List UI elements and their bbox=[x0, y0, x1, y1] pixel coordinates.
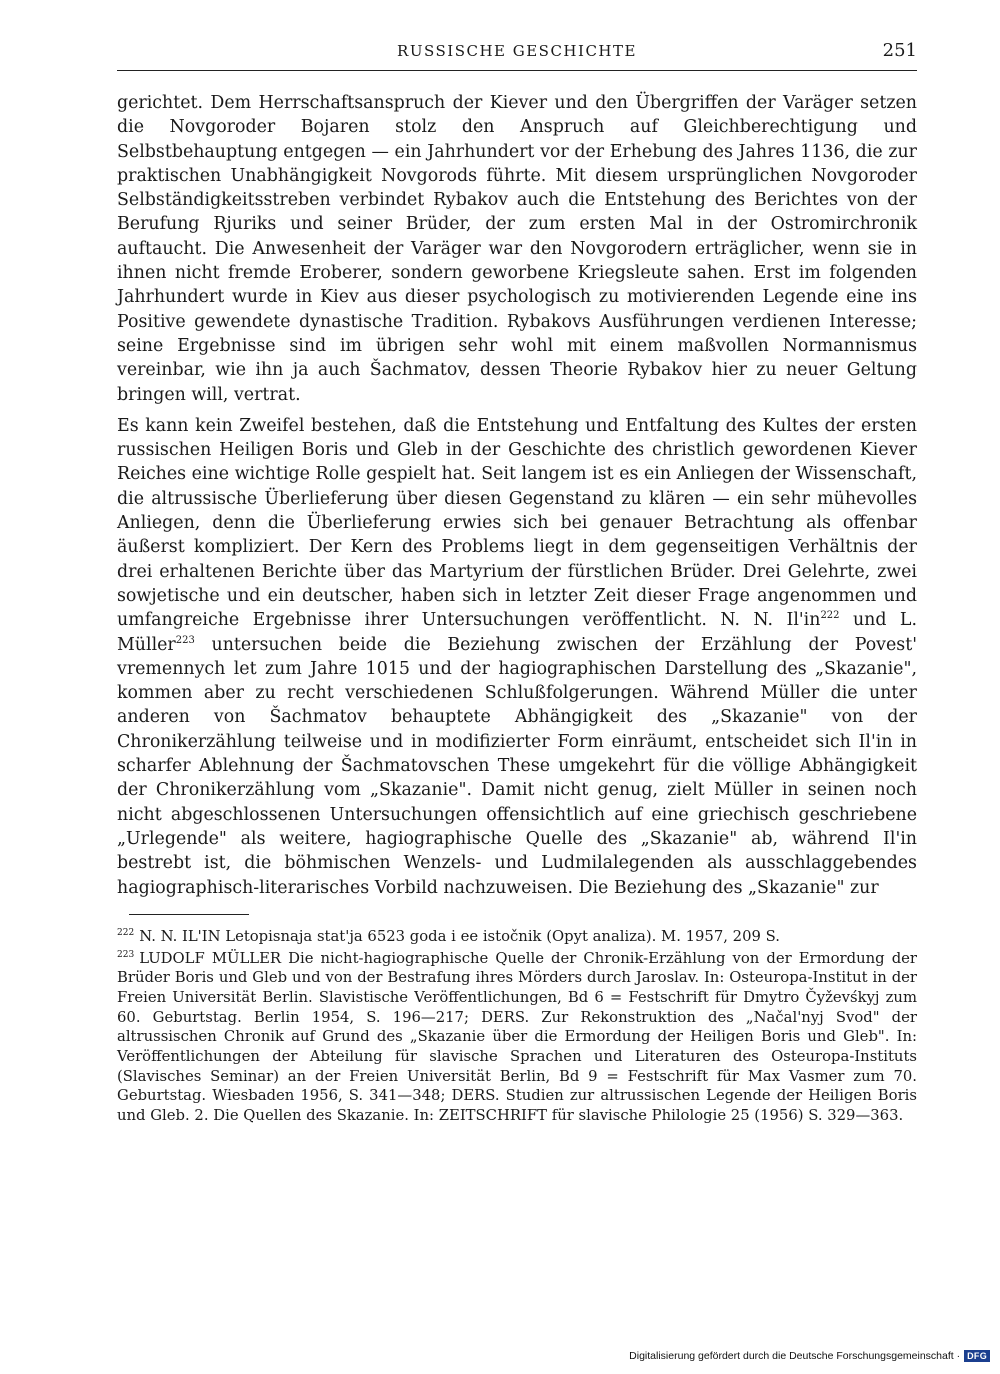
body-text bbox=[117, 91, 917, 900]
running-title: RUSSISCHE GESCHICHTE bbox=[397, 42, 637, 60]
footnote-reference: 223 bbox=[175, 634, 195, 646]
paragraph-text: und L. Müller bbox=[117, 610, 917, 655]
book-page bbox=[117, 36, 917, 1128]
footnote-reference: 222 bbox=[820, 610, 840, 622]
paragraph-text: Es kann kein Zweifel bestehen, daß die Entstehung und Entfaltung des Kultes der ersten russischen Heiligen Boris und Gleb in der Geschichte des christlich gewordenen Kiever Reiches eine wichtige Rolle gespielt hat. Seit langem ist es ein Anliegen der Wissenschaft, die altrussische Überlieferung über diesen Gegenstand zu klären — ein sehr mühevolles Anliegen, denn die Überlieferung erwies sich bei genauer Betrachtung als offenbar äußerst kompliziert. Der Kern des Problems liegt in dem gegenseitigen Verhältnis der drei erhaltenen Berichte über das Martyrium der fürstlichen Brüder. Drei Gelehrte, zwei sowjetische und ein deutscher, haben sich in letzter Zeit dieser Frage angenommen und umfangreiche Ergebnisse ihrer Untersuchungen veröffentlicht. N. N. Il'in bbox=[117, 415, 917, 631]
body-paragraph: gerichtet. Dem Herrschaftsanspruch der Kiever und den Übergriffen der Varäger setzen die Novgoroder Bojaren stolz den Anspruch auf Gleichberechtigung und Selbstbehauptung entgegen — ein Jahrhundert vor der Erhebung des Jahres 1136, die zur praktischen Unabhängigkeit Novgorods führte. Mit diesem ursprünglichen Novgoroder Selbständigkeitsstreben verbindet Rybakov auch die Entstehung des Berichtes von der Berufung Rjuriks und seiner Brüder, der zum ersten Mal in der Ostromirchronik auftaucht. Die Anwesenheit der Varäger war den Novgorodern erträglicher, wenn sie in ihnen nicht fremde Eroberer, sondern geworbene Kriegsleute sahen. Erst im folgenden Jahrhundert wurde in Kiev aus dieser psychologisch zu motivierenden Legende eine ins Positive gewendete dynastische Tradition. Rybakovs Ausführungen verdienen Interesse; seine Ergebnisse sind im übrigen sehr wohl mit einem maßvollen Normannismus vereinbar, wie ihn ja auch Šachmatov, dessen Theorie Rybakov hier zu neuer Geltung bringen will, vertrat. bbox=[117, 93, 917, 405]
footnote-number: 223 bbox=[117, 949, 135, 960]
footnote-text: N. N. IL'IN Letopisnaja stat'ja 6523 goda i ee istočnik (Opyt analiza). M. 1957, 209 S. bbox=[139, 927, 780, 945]
footnote bbox=[117, 949, 917, 1126]
body-paragraph bbox=[117, 414, 917, 900]
footnotes bbox=[117, 927, 917, 1126]
running-head bbox=[117, 36, 917, 71]
footnote bbox=[117, 927, 917, 947]
credit-text: Digitalisierung gefördert durch die Deutsche Forschungsgemeinschaft · bbox=[629, 1350, 961, 1362]
paragraph-text: untersuchen beide die Beziehung zwischen der Erzählung der Povest' vremennych let zum Jahre 1015 und der hagiographischen Darstellung des „Skazanie", kommen aber zu recht verschiedenen Schlußfolgerungen. Während Müller die unter anderen von Šachmatov behauptete Abhängigkeit des „Skazanie" von der Chronikerzählung teilweise und in modifizierter Form einräumt, entscheidet sich Il'in in scharfer Ablehnung der Šachmatovschen These umgekehrt für die völlige Abhängigkeit der Chronikerzählung vom „Skazanie". Damit nicht genug, zielt Müller in seinen noch nicht abgeschlossenen Untersuchungen offensichtlich auf eine griechisch geschriebene „Urlegende" als weitere, hagiographische Quelle des „Skazanie" ab, während Il'in bestrebt ist, die böhmischen Wenzels- und Ludmilalegenden als ausschlaggebendes hagiographisch-literarisches Vorbild nachzuweisen. Die Beziehung des „Skazanie" zur bbox=[117, 634, 917, 898]
footnote-number: 222 bbox=[117, 927, 135, 938]
page-number: 251 bbox=[882, 40, 917, 61]
footnote-divider bbox=[129, 914, 249, 915]
footnote-text: LUDOLF MÜLLER Die nicht-hagiographische Quelle der Chronik-Erzählung von der Ermordung der Brüder Boris und Gleb und von der Bestrafung ihres Mörders durch Jaroslav. In: Osteuropa-Institut in der Freien Universität Berlin. Slavistische Veröffentlichungen, Bd 6 = Festschrift für Dmytro Čyževśkyj zum 60. Geburtstag. Berlin 1954, S. 196—217; DERS. Zur Rekonstruktion des „Načal'nyj Svod" der altrussischen Chronik auf Grund des „Skazanie über die Ermordung der Heiligen Boris und Gleb". In: Veröffentlichungen der Abteilung für slavische Sprachen und Literaturen des Osteuropa-Instituts (Slavisches Seminar) an der Freien Universität Berlin, Bd 9 = Festschrift für Max Vasmer zum 70. Geburtstag. Wiesbaden 1956, S. 341—348; DERS. Studien zur altrussischen Legende der Heiligen Boris und Gleb. 2. Die Quellen des Skazanie. In: ZEITSCHRIFT für slavische Philologie 25 (1956) S. 329—363. bbox=[117, 949, 917, 1125]
digitization-credit bbox=[629, 1350, 990, 1362]
dfg-logo: DFG bbox=[964, 1350, 990, 1362]
